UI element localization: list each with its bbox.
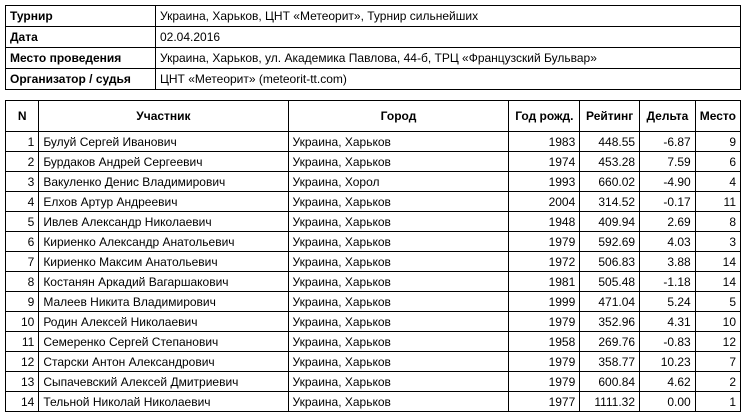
cell-delta: 4.03 [640, 232, 696, 252]
cell-birth-year: 1979 [509, 372, 580, 392]
cell-n: 11 [6, 332, 39, 352]
cell-city: Украина, Харьков [288, 272, 509, 292]
cell-n: 5 [6, 212, 39, 232]
cell-place: 2 [695, 372, 740, 392]
results-table [5, 100, 741, 412]
cell-delta: 3.88 [640, 252, 696, 272]
header-delta: Дельта [640, 101, 696, 132]
cell-n: 14 [6, 392, 39, 412]
cell-participant: Булуй Сергей Иванович [39, 132, 288, 152]
cell-delta: 4.31 [640, 312, 696, 332]
cell-place: 14 [695, 252, 740, 272]
cell-participant: Тельной Николай Николаевич [39, 392, 288, 412]
cell-participant: Малеев Никита Владимирович [39, 292, 288, 312]
cell-birth-year: 1974 [509, 152, 580, 172]
cell-place: 3 [695, 232, 740, 252]
info-value: ЦНТ «Метеорит» (meteorit-tt.com) [156, 69, 741, 90]
cell-n: 12 [6, 352, 39, 372]
tournament-info-body [6, 6, 741, 90]
cell-place: 11 [695, 192, 740, 212]
cell-place: 8 [695, 212, 740, 232]
cell-birth-year: 1981 [509, 272, 580, 292]
cell-rating: 358.77 [580, 352, 640, 372]
cell-participant: Родин Алексей Николаевич [39, 312, 288, 332]
cell-birth-year: 1983 [509, 132, 580, 152]
cell-birth-year: 1972 [509, 252, 580, 272]
cell-delta: 7.59 [640, 152, 696, 172]
cell-rating: 592.69 [580, 232, 640, 252]
cell-place: 14 [695, 272, 740, 292]
header-city: Город [288, 101, 509, 132]
cell-rating: 471.04 [580, 292, 640, 312]
info-value: Украина, Харьков, ул. Академика Павлова, 44-б, ТРЦ «Французский Бульвар» [156, 48, 741, 69]
cell-rating: 1111.32 [580, 392, 640, 412]
info-label: Дата [6, 27, 156, 48]
cell-participant: Сыпачевский Алексей Дмитриевич [39, 372, 288, 392]
cell-participant: Старски Антон Александрович [39, 352, 288, 372]
info-row [6, 27, 741, 48]
cell-n: 7 [6, 252, 39, 272]
table-row [6, 152, 741, 172]
cell-rating: 600.84 [580, 372, 640, 392]
cell-city: Украина, Харьков [288, 292, 509, 312]
cell-participant: Костанян Аркадий Вагаршакович [39, 272, 288, 292]
info-row [6, 48, 741, 69]
cell-rating: 505.48 [580, 272, 640, 292]
table-row [6, 352, 741, 372]
cell-delta: -4.90 [640, 172, 696, 192]
cell-participant: Кириенко Александр Анатольевич [39, 232, 288, 252]
header-rating: Рейтинг [580, 101, 640, 132]
cell-city: Украина, Хорол [288, 172, 509, 192]
cell-participant: Ивлев Александр Николаевич [39, 212, 288, 232]
cell-city: Украина, Харьков [288, 212, 509, 232]
results-body [6, 132, 741, 412]
info-value: Украина, Харьков, ЦНТ «Метеорит», Турнир сильнейших [156, 6, 741, 27]
cell-birth-year: 2004 [509, 192, 580, 212]
table-row [6, 192, 741, 212]
header-birth-year: Год рожд. [509, 101, 580, 132]
cell-rating: 506.83 [580, 252, 640, 272]
cell-participant: Семеренко Сергей Степанович [39, 332, 288, 352]
table-row [6, 212, 741, 232]
cell-participant: Вакуленко Денис Владимирович [39, 172, 288, 192]
info-row [6, 6, 741, 27]
cell-birth-year: 1958 [509, 332, 580, 352]
cell-birth-year: 1999 [509, 292, 580, 312]
cell-n: 6 [6, 232, 39, 252]
cell-birth-year: 1979 [509, 232, 580, 252]
cell-place: 9 [695, 132, 740, 152]
cell-rating: 269.76 [580, 332, 640, 352]
cell-n: 10 [6, 312, 39, 332]
info-label: Турнир [6, 6, 156, 27]
cell-n: 13 [6, 372, 39, 392]
cell-city: Украина, Харьков [288, 152, 509, 172]
cell-n: 3 [6, 172, 39, 192]
cell-participant: Кириенко Максим Анатольевич [39, 252, 288, 272]
cell-place: 10 [695, 312, 740, 332]
cell-delta: 5.24 [640, 292, 696, 312]
cell-delta: -0.17 [640, 192, 696, 212]
cell-city: Украина, Харьков [288, 232, 509, 252]
table-row [6, 272, 741, 292]
cell-n: 2 [6, 152, 39, 172]
cell-city: Украина, Харьков [288, 352, 509, 372]
info-label: Организатор / судья [6, 69, 156, 90]
cell-place: 4 [695, 172, 740, 192]
cell-birth-year: 1979 [509, 352, 580, 372]
table-row [6, 292, 741, 312]
cell-city: Украина, Харьков [288, 372, 509, 392]
cell-place: 5 [695, 292, 740, 312]
cell-delta: 0.00 [640, 392, 696, 412]
cell-n: 1 [6, 132, 39, 152]
cell-rating: 453.28 [580, 152, 640, 172]
header-participant: Участник [39, 101, 288, 132]
cell-place: 1 [695, 392, 740, 412]
info-label: Место проведения [6, 48, 156, 69]
table-row [6, 232, 741, 252]
cell-city: Украина, Харьков [288, 392, 509, 412]
tournament-info-table [5, 5, 741, 90]
cell-rating: 352.96 [580, 312, 640, 332]
cell-place: 7 [695, 352, 740, 372]
table-row [6, 312, 741, 332]
table-row [6, 372, 741, 392]
cell-delta: -0.83 [640, 332, 696, 352]
cell-rating: 409.94 [580, 212, 640, 232]
cell-rating: 314.52 [580, 192, 640, 212]
results-header-row [6, 101, 741, 132]
cell-birth-year: 1993 [509, 172, 580, 192]
table-row [6, 252, 741, 272]
cell-birth-year: 1948 [509, 212, 580, 232]
cell-n: 4 [6, 192, 39, 212]
cell-birth-year: 1977 [509, 392, 580, 412]
cell-city: Украина, Харьков [288, 312, 509, 332]
cell-delta: 10.23 [640, 352, 696, 372]
cell-participant: Бурдаков Андрей Сергеевич [39, 152, 288, 172]
table-row [6, 332, 741, 352]
table-row [6, 172, 741, 192]
cell-rating: 448.55 [580, 132, 640, 152]
cell-city: Украина, Харьков [288, 332, 509, 352]
info-value: 02.04.2016 [156, 27, 741, 48]
cell-city: Украина, Харьков [288, 192, 509, 212]
cell-rating: 660.02 [580, 172, 640, 192]
header-n: N [6, 101, 39, 132]
table-row [6, 392, 741, 412]
cell-participant: Елхов Артур Андреевич [39, 192, 288, 212]
cell-delta: 2.69 [640, 212, 696, 232]
cell-birth-year: 1979 [509, 312, 580, 332]
cell-n: 8 [6, 272, 39, 292]
cell-delta: -1.18 [640, 272, 696, 292]
cell-delta: 4.62 [640, 372, 696, 392]
cell-place: 12 [695, 332, 740, 352]
info-row [6, 69, 741, 90]
cell-n: 9 [6, 292, 39, 312]
header-place: Место [695, 101, 740, 132]
cell-city: Украина, Харьков [288, 252, 509, 272]
cell-place: 6 [695, 152, 740, 172]
cell-city: Украина, Харьков [288, 132, 509, 152]
cell-delta: -6.87 [640, 132, 696, 152]
table-row [6, 132, 741, 152]
